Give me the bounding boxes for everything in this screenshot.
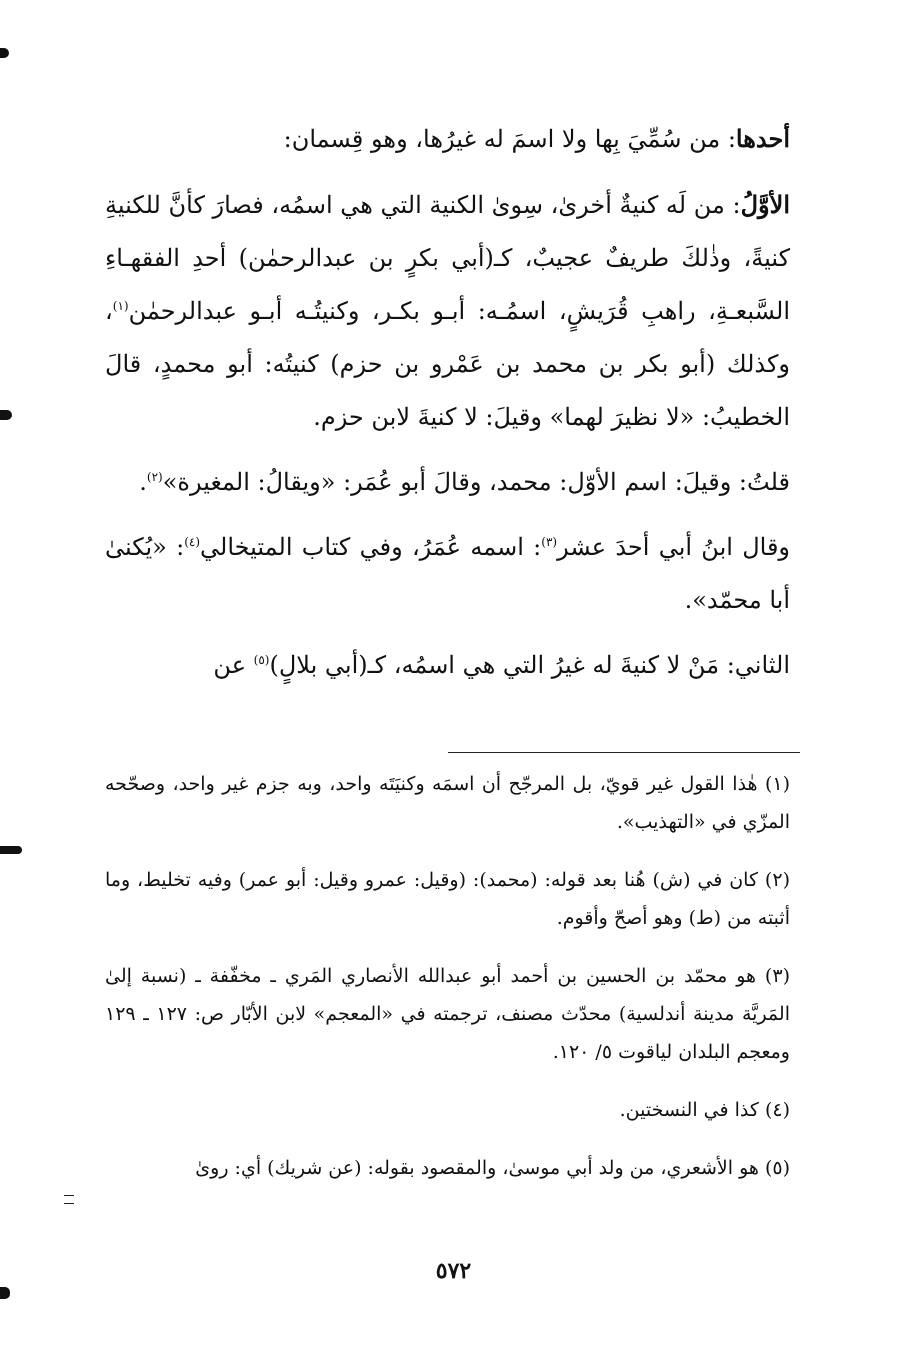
footnote-4: (٤) كذا في النسختين.: [619, 1099, 790, 1121]
page-number: ٥٧٢: [435, 1258, 472, 1284]
paragraph-1-text: : من سُمِّيَ بِها ولا اسمَ له غيرُها، وهو قِسمان:: [283, 125, 736, 153]
paragraph-4-text-a: وقال ابنُ أبي أحدَ عشر: [557, 533, 791, 561]
footnote-5: (٥) هو الأشعري، من ولد أبي موسىٰ، والمقصود بقوله: (عن شريك) أي: روىٰ: [195, 1157, 790, 1179]
scan-mark-top: [0, 48, 9, 58]
paragraph-5-text-b: عن: [213, 651, 254, 679]
footnote-ref-3[interactable]: (٣): [541, 535, 558, 549]
paragraph-3: [105, 456, 790, 509]
paragraph-4-text-b: : اسمه عُمَرُ، وفي كتاب المتيخالي: [200, 533, 542, 561]
footnote-ref-5[interactable]: (٥): [253, 653, 270, 667]
paragraph-1-lead: أحدها: [735, 124, 790, 153]
paragraph-2-text-a: : من لَه كنيةٌ أخرىٰ، سِوىٰ الكنية التي هي اسمُه، فصارَ كأنَّ للكنيةِ كنيةً، وذٰلكَ طريفٌ عجيبٌ، كـ(أبي بكرٍ بن عبدالرحمٰن) أحدِ الفقهـاءِ السَّبعـةِ، راهبِ قُرَيشٍ، اسمُـه: أبـو بكـر، وكنيتُـه أبـو عبدالرحمٰن: [105, 191, 791, 325]
paragraph-2-text-b: ، وكذلك (أبو بكر بن محمد بن عَمْرو بن حزم) كنيتُه: أبو محمدٍ، قالَ الخطيبُ: «لا نظيرَ لهما» وقيلَ: لا كنيةَ لابن حزم.: [105, 297, 790, 431]
scan-mark-notes: [0, 846, 22, 854]
paragraph-4: [105, 521, 790, 627]
footnote-ref-1[interactable]: (١): [112, 299, 129, 313]
footnote-divider: [448, 752, 800, 753]
paragraph-2-lead: الأوَّلُ: [740, 190, 790, 219]
footnotes: [105, 765, 790, 1207]
footnote-1: (١) هٰذا القول غير قويّ، بل المرجّح أن اسمَه وكنيَتَه واحد، وبه جزم غير واحد، وصحّحه المزّي في «التهذيب».: [105, 773, 790, 833]
paragraph-5: [105, 639, 790, 692]
footnote-2: (٢) كان في (ش) هُنا بعد قوله: (محمد): (وقيل: عمرو وقيل: أبو عمر) وفيه تخليط، وما أثبته من (ط) وهو أصحّ وأقوم.: [105, 869, 790, 929]
paragraph-1: [105, 112, 790, 166]
scan-mark-middle: [0, 410, 12, 420]
paragraph-2: [105, 178, 790, 444]
paragraph-4-text-c: : «يُكنىٰ أبا محمّد».: [105, 533, 790, 614]
footnote-ref-2[interactable]: (٢): [146, 470, 163, 484]
footnote-3: (٣) هو محمّد بن الحسين بن أحمد أبو عبدالله الأنصاري المَري ـ مخفّفة ـ (نسبة إلىٰ المَريَّة مدينة أندلسية) محدّث مصنف، ترجمته في «المعجم» لابن الأبّار ص: ١٢٧ ـ ١٢٩ ومعجم البلدان لياقوت ٥/ ١٢٠.: [105, 965, 790, 1063]
footnote-ref-4[interactable]: (٤): [184, 535, 201, 549]
paragraph-5-text-a: الثاني: مَنْ لا كنيةَ له غيرُ التي هي اسمُه، كـ(أبي بلالٍ): [269, 651, 790, 679]
paragraph-3-text: قلتُ: وقيلَ: اسم الأوّل: محمد، وقالَ أبو عُمَر: «ويقالُ: المغيرة»: [162, 468, 790, 496]
continuation-mark: [64, 1195, 74, 1204]
main-text: [105, 112, 790, 692]
scan-mark-bottom: [0, 1287, 10, 1299]
paragraph-3-end: .: [139, 468, 147, 496]
